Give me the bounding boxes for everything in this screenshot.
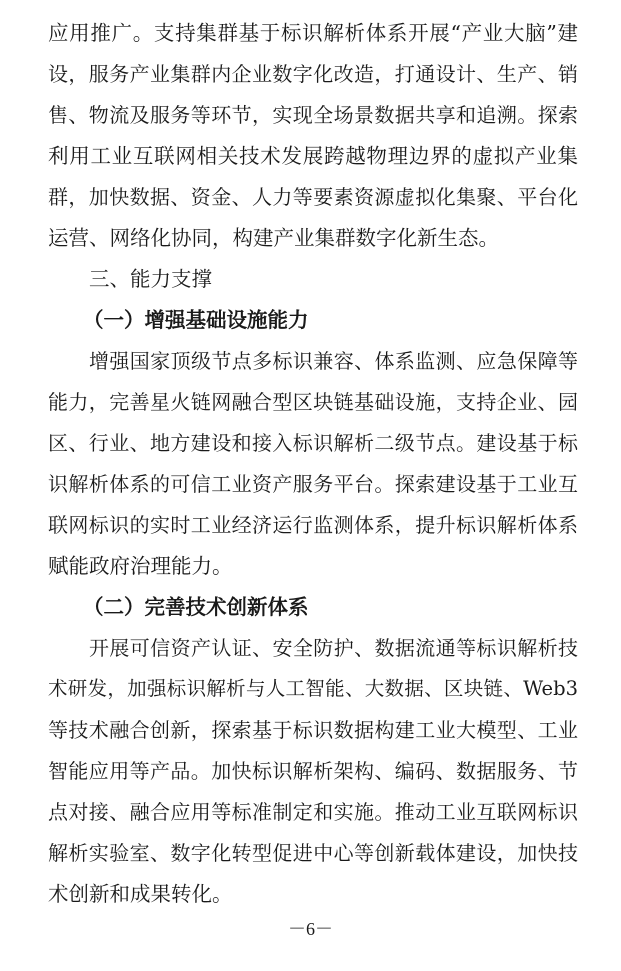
subsection-heading-infrastructure: （一）增强基础设施能力 [83,308,309,332]
page-number: －6－ [288,919,333,939]
text-line: 区、行业、地方建设和接入标识解析二级节点。建设基于标 [48,431,578,455]
text-line: 术创新和成果转化。 [48,882,233,906]
text-line: 联网标识的实时工业经济运行监测体系，提升标识解析体系 [48,513,578,537]
text-line: 运营、网络化协同，构建产业集群数字化新生态。 [48,226,499,250]
text-line: 售、物流及服务等环节，实现全场景数据共享和追溯。探索 [48,103,578,127]
text-line: 解析实验室、数字化转型促进中心等创新载体建设，加快技 [48,841,578,865]
subsection-heading-innovation: （二）完善技术创新体系 [83,595,309,619]
text-line: 应用推广。支持集群基于标识解析体系开展“产业大脑”建 [48,21,578,45]
text-line: 点对接、融合应用等标准制定和实施。推动工业互联网标识 [48,800,578,824]
section-heading: 三、能力支撑 [89,267,212,291]
text-line: 设，服务产业集群内企业数字化改造，打通设计、生产、销 [48,62,578,86]
text-line: 能力，完善星火链网融合型区块链基础设施，支持企业、园 [48,390,578,414]
text-line: 识解析体系的可信工业资产服务平台。探索建设基于工业互 [48,472,578,496]
text-line: 等技术融合创新，探索基于标识数据构建工业大模型、工业 [48,718,578,742]
text-line: 开展可信资产认证、安全防护、数据流通等标识解析技 [89,636,578,660]
text-line: 利用工业互联网相关技术发展跨越物理边界的虚拟产业集 [48,144,578,168]
text-line: 增强国家顶级节点多标识兼容、体系监测、应急保障等 [89,349,578,373]
text-line: 群，加快数据、资金、人力等要素资源虚拟化集聚、平台化 [48,185,578,209]
text-line: 赋能政府治理能力。 [48,554,233,578]
text-line: 智能应用等产品。加快标识解析架构、编码、数据服务、节 [48,759,578,783]
text-line: 术研发，加强标识解析与人工智能、大数据、区块链、Web3 [48,677,578,700]
